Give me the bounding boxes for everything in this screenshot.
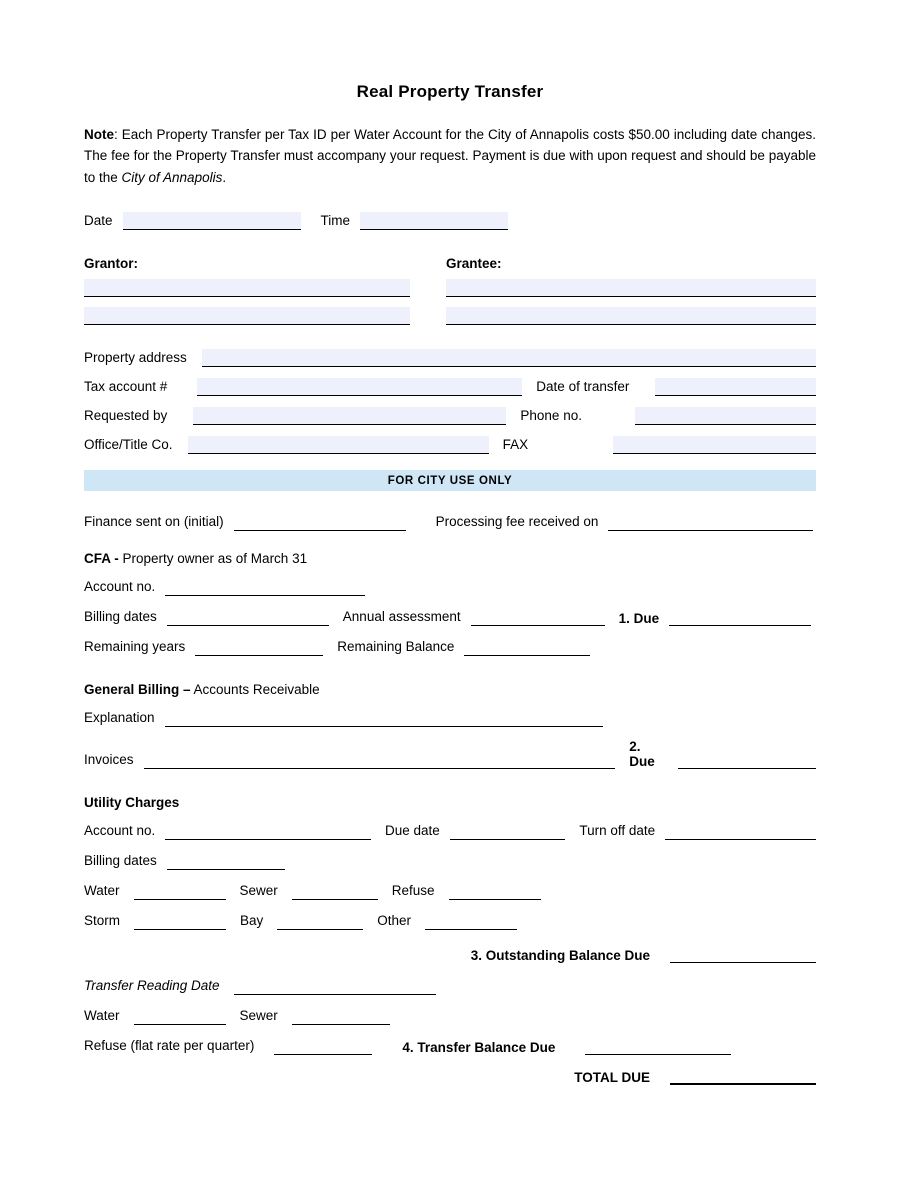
property-address-row — [84, 349, 816, 367]
explanation-input[interactable] — [165, 710, 603, 727]
transfer-balance-input[interactable] — [585, 1038, 731, 1055]
tax-account-label: Tax account # — [84, 378, 168, 394]
total-due-row — [84, 1067, 816, 1085]
property-address-input[interactable] — [202, 349, 816, 367]
phone-input[interactable] — [635, 407, 816, 425]
turn-off-date-label: Turn off date — [579, 822, 656, 838]
utility-sewer-label: Sewer — [239, 882, 278, 898]
utility-account-row — [84, 822, 816, 840]
utility-bay-input[interactable] — [277, 913, 363, 930]
finance-sent-input[interactable] — [234, 514, 406, 531]
date-of-transfer-label: Date of transfer — [536, 378, 630, 394]
cfa-billing-row — [84, 608, 816, 626]
transfer-water-input[interactable] — [134, 1008, 226, 1025]
remaining-years-input[interactable] — [195, 639, 323, 656]
outstanding-balance-input[interactable] — [670, 946, 816, 963]
outstanding-balance-row — [84, 946, 816, 963]
explanation-row — [84, 709, 816, 727]
cfa-account-input[interactable] — [165, 579, 365, 596]
utility-refuse-label: Refuse — [391, 882, 435, 898]
total-due-label: TOTAL DUE — [574, 1069, 650, 1085]
invoices-label: Invoices — [84, 751, 134, 767]
utility-bay-label: Bay — [240, 912, 264, 928]
note-text-2: . — [222, 169, 227, 185]
grantee-line-2[interactable] — [446, 307, 816, 325]
parties-fields — [84, 279, 816, 335]
cfa-remaining-row — [84, 638, 816, 656]
invoices-input[interactable] — [144, 752, 616, 769]
cfa-heading-rest: Property owner as of March 31 — [118, 550, 308, 566]
due-2-label: 2. Due — [629, 738, 655, 769]
cfa-billing-dates-label: Billing dates — [84, 608, 157, 624]
transfer-sewer-input[interactable] — [292, 1008, 390, 1025]
utility-water-row — [84, 882, 816, 900]
office-title-label: Office/Title Co. — [84, 436, 173, 452]
due-1-label: 1. Due — [618, 610, 660, 626]
grantor-line-2[interactable] — [84, 307, 410, 325]
utility-billing-dates-row — [84, 852, 816, 870]
transfer-water-row — [84, 1007, 816, 1025]
general-billing-heading — [84, 682, 816, 697]
property-block — [84, 349, 816, 454]
transfer-reading-label: Transfer Reading Date — [84, 977, 220, 993]
remaining-years-label: Remaining years — [84, 638, 186, 654]
cfa-billing-dates-input[interactable] — [167, 609, 329, 626]
date-of-transfer-input[interactable] — [655, 378, 816, 396]
utility-other-label: Other — [377, 912, 412, 928]
grantee-line-1[interactable] — [446, 279, 816, 297]
utility-billing-dates-label: Billing dates — [84, 852, 157, 868]
requested-by-input[interactable] — [193, 407, 507, 425]
note-text-1: : Each Property Transfer per Tax ID per Water Account for the City of Annapolis costs $50.00 including date changes. The fee for the Property Transfer must accompany your request. Payment is due with upon request and should be payable to the — [84, 127, 816, 185]
grantee-label: Grantee: — [446, 255, 502, 271]
general-billing-heading-bold: General Billing – — [84, 681, 191, 697]
transfer-water-label: Water — [84, 1007, 120, 1023]
due-date-input[interactable] — [450, 823, 566, 840]
total-due-input[interactable] — [670, 1067, 816, 1085]
explanation-label: Explanation — [84, 709, 155, 725]
utility-storm-row — [84, 912, 816, 930]
cfa-account-row — [84, 578, 816, 596]
utility-other-input[interactable] — [425, 913, 517, 930]
transfer-refuse-input[interactable] — [274, 1038, 372, 1055]
grantee-column — [446, 279, 816, 335]
finance-sent-row — [84, 513, 816, 531]
time-input[interactable] — [360, 212, 508, 230]
processing-fee-label: Processing fee received on — [435, 513, 599, 529]
tax-account-input[interactable] — [197, 378, 522, 396]
cfa-heading-bold: CFA - — [84, 550, 119, 566]
finance-sent-label: Finance sent on (initial) — [84, 513, 224, 529]
note-paragraph — [84, 124, 816, 188]
annual-assessment-label: Annual assessment — [342, 608, 461, 624]
utility-storm-input[interactable] — [134, 913, 226, 930]
transfer-reading-row — [84, 977, 816, 995]
date-label: Date — [84, 212, 113, 228]
remaining-balance-label: Remaining Balance — [337, 638, 455, 654]
utility-charges-heading: Utility Charges — [84, 794, 180, 810]
general-billing-heading-rest: Accounts Receivable — [190, 681, 320, 697]
due-2-input[interactable] — [678, 752, 816, 769]
grantor-column — [84, 279, 410, 335]
remaining-balance-input[interactable] — [464, 639, 590, 656]
tax-account-row — [84, 378, 816, 396]
office-title-row — [84, 436, 816, 454]
requested-by-row — [84, 407, 816, 425]
fax-label: FAX — [502, 436, 529, 452]
annual-assessment-input[interactable] — [471, 609, 605, 626]
cfa-account-label: Account no. — [84, 578, 156, 594]
utility-account-input[interactable] — [165, 823, 371, 840]
grantor-label: Grantor: — [84, 255, 138, 271]
transfer-reading-input[interactable] — [234, 978, 436, 995]
note-label: Note — [84, 127, 114, 142]
utility-billing-dates-input[interactable] — [167, 853, 285, 870]
utility-water-input[interactable] — [134, 883, 226, 900]
transfer-sewer-label: Sewer — [239, 1007, 278, 1023]
property-address-label: Property address — [84, 349, 187, 365]
transfer-refuse-label: Refuse (flat rate per quarter) — [84, 1037, 255, 1053]
utility-account-label: Account no. — [84, 822, 156, 838]
utility-refuse-input[interactable] — [449, 883, 541, 900]
utility-water-label: Water — [84, 882, 120, 898]
parties-headings — [84, 256, 816, 271]
time-label: Time — [320, 212, 351, 228]
transfer-refuse-row — [84, 1037, 816, 1055]
fax-input[interactable] — [613, 436, 816, 454]
transfer-balance-label: 4. Transfer Balance Due — [402, 1039, 556, 1055]
date-input[interactable] — [123, 212, 301, 230]
utility-storm-label: Storm — [84, 912, 121, 928]
grantor-line-1[interactable] — [84, 279, 410, 297]
due-1-input[interactable] — [669, 609, 811, 626]
date-time-row — [84, 212, 816, 230]
outstanding-balance-label: 3. Outstanding Balance Due — [470, 947, 650, 963]
utility-sewer-input[interactable] — [292, 883, 378, 900]
invoices-row — [84, 739, 816, 769]
note-italic-city: City of Annapolis — [121, 169, 223, 185]
office-title-input[interactable] — [188, 436, 488, 454]
city-use-banner: FOR CITY USE ONLY — [84, 470, 816, 491]
turn-off-date-input[interactable] — [665, 823, 816, 840]
requested-by-label: Requested by — [84, 407, 168, 423]
page-title: Real Property Transfer — [356, 82, 544, 101]
phone-label: Phone no. — [520, 407, 582, 423]
processing-fee-input[interactable] — [608, 514, 813, 531]
due-date-label: Due date — [384, 822, 440, 838]
cfa-heading — [84, 551, 816, 566]
